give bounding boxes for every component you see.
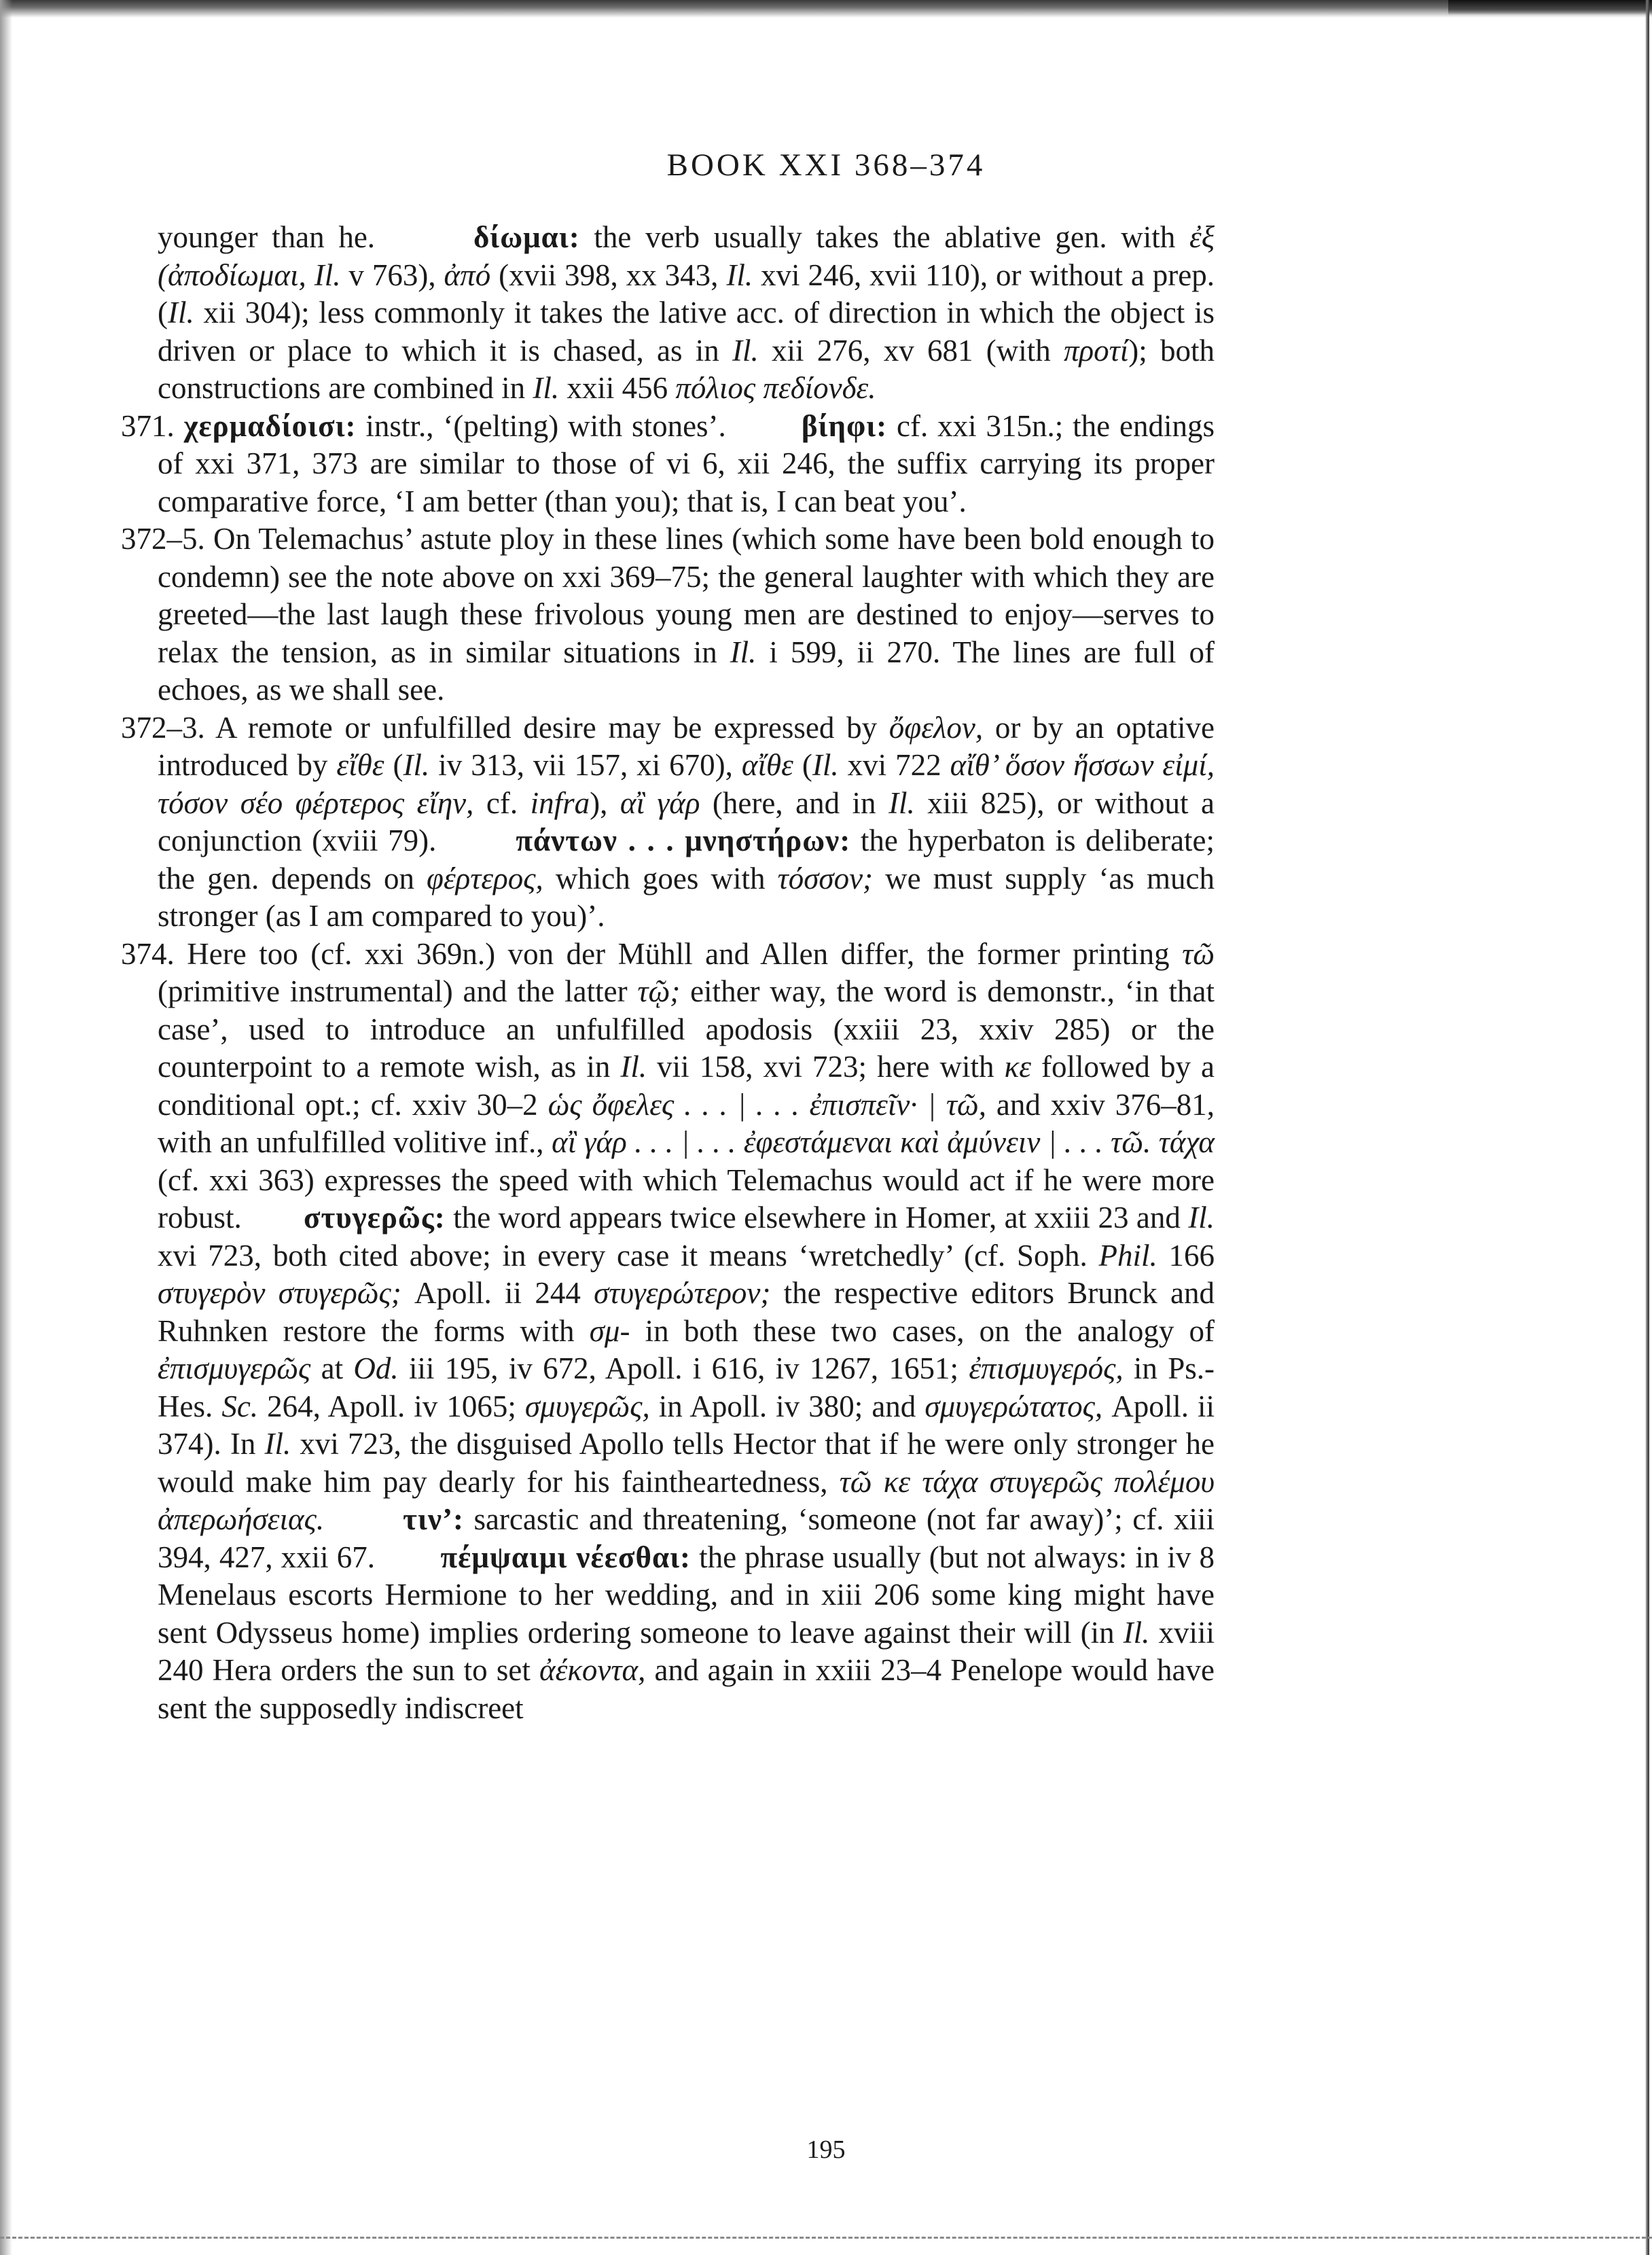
italic-ref: Il. <box>168 296 194 330</box>
note-text <box>324 1502 403 1536</box>
note-text: vii 158, xvi 723; here with <box>647 1050 1005 1084</box>
lemma: τιν’: <box>403 1502 464 1536</box>
note-text: xvi 246, xvii 110), or without a prep. ( <box>158 258 1215 330</box>
italic-ref: Il. <box>620 1050 647 1084</box>
note-text: xii 276, xv 681 (with <box>758 333 1064 368</box>
italic-ref: Il. <box>812 748 839 782</box>
greek-citation: στυγερώτερον; <box>594 1276 771 1310</box>
italic-ref: Od. <box>353 1351 399 1385</box>
note-text: and xxiv 376–81, with an unfulfilled volitive inf., <box>158 1087 1215 1159</box>
note-371 <box>121 408 1215 521</box>
note-text: ( <box>793 748 812 782</box>
italic-ref: Il. <box>1123 1615 1150 1650</box>
note-text: in Ps.-Hes. <box>158 1351 1215 1423</box>
note-text: xvi 723, the disguised Apollo tells Hector that if he were only stronger he would make him pay dearly for his faintheartedness, <box>158 1427 1215 1499</box>
greek-citation: αἴθε <box>741 748 793 782</box>
note-number: 371. <box>121 408 184 443</box>
note-text: cf. <box>473 785 531 820</box>
note-text: iii 195, iv 672, Apoll. i 616, iv 1267, 1651; <box>398 1351 969 1385</box>
greek-citation: σμ- <box>589 1313 630 1348</box>
note-text: in Apoll. iv 380; and <box>649 1389 925 1423</box>
greek-citation: εἴθε <box>336 748 384 782</box>
note-text: either way, the word is demonstr., ‘in that case’, used to introduce an unfulfilled apodosis (xxiii 23, xxiv 285) or the counterpoint to a remote wish, as in <box>158 974 1215 1084</box>
note-text: younger than he. <box>158 220 473 254</box>
note-text: xviii 240 Hera orders the sun to set <box>158 1615 1215 1687</box>
italic-ref: Il. <box>1188 1201 1215 1235</box>
lemma: στυγερῶς: <box>304 1201 446 1235</box>
note-text: the word appears twice elsewhere in Homer, at xxiii 23 and <box>445 1201 1189 1235</box>
note-text: we must supply ‘as much stronger (as I am compared to you)’. <box>158 861 1215 933</box>
note-text: Here too (cf. xxi 369n.) von der Mühll and Allen differ, the former printing <box>187 936 1183 971</box>
note-text: i 599, ii 270. The lines are full of echoes, as we shall see. <box>158 635 1215 707</box>
italic-ref: Il. <box>732 333 759 368</box>
greek-citation: σμυγερῶς, <box>524 1389 650 1423</box>
scan-shadow-corner <box>1448 0 1652 15</box>
note-text: at <box>310 1351 354 1385</box>
note-text: the phrase usually (but not always: in iv 8 Menelaus escorts Hermione to her wedding, and in xiii 206 some king might have sent Odysseus home) implies ordering someone to leave against their will (in <box>158 1540 1215 1650</box>
italic-ref: Il. <box>314 258 341 292</box>
greek-citation: ἐπισμυγερῶς <box>158 1351 311 1385</box>
note-text: the verb usually takes the ablative gen. with <box>579 220 1189 254</box>
greek-citation: τόσσον; <box>777 861 874 895</box>
italic-ref: Il. <box>730 635 757 669</box>
greek-citation: ἐπισμυγερός, <box>969 1351 1124 1385</box>
note-text: ), <box>590 785 620 820</box>
note-text: Apoll. ii 244 <box>401 1276 594 1310</box>
note-text: and again in xxiii 23–4 Penelope would have sent the supposedly indiscreet <box>158 1653 1215 1725</box>
commentary-column <box>121 219 1223 1727</box>
page-number: 195 <box>806 2135 846 2164</box>
greek-citation: τῷ; <box>637 974 681 1008</box>
italic-ref: Phil. <box>1098 1238 1157 1273</box>
note-text: in both these two cases, on the analogy of <box>630 1313 1215 1348</box>
note-text: v 763), <box>340 258 444 292</box>
greek-citation: σμυγερώτατος, <box>924 1389 1103 1423</box>
italic-ref: infra <box>530 785 590 820</box>
note-text: ); both constructions are combined in <box>158 333 1215 405</box>
note-text: the respective editors Brunck and Ruhnken restore the forms with <box>158 1276 1215 1348</box>
note-text: A remote or unfulfilled desire may be expressed by <box>215 710 889 745</box>
scan-shadow-right <box>1645 0 1649 2255</box>
greek-citation: αἲ γάρ <box>620 785 700 820</box>
note-text: (here, and in <box>700 785 889 820</box>
greek-citation: πόλιος πεδίονδε. <box>675 371 876 405</box>
greek-citation: ἐξ (ἀποδίωμαι, <box>158 220 1215 292</box>
note-374 <box>121 936 1223 1728</box>
greek-citation: προτί <box>1063 333 1129 368</box>
note-text: xvi 723, both cited above; in every case it means ‘wretchedly’ (cf. Soph. <box>158 1238 1099 1273</box>
note-372-3 <box>121 709 1223 936</box>
note-text: On Telemachus’ astute ploy in these lines (which some have been bold enough to condemn) see the note above on xxi 369–75; the general laughter with which they are greeted—the last laugh these frivolous young men are destined to enjoy—serves to relax the tension, as in similar situations in <box>158 522 1215 669</box>
greek-citation: ἀέκοντα, <box>539 1653 646 1687</box>
greek-citation: ὡς ὄφελες . . . | . . . ἐπισπεῖν· | τῶ, <box>547 1087 986 1122</box>
note-text: instr., ‘(pelting) with stones’. <box>356 408 802 443</box>
note-number: 372–3. <box>121 710 215 745</box>
greek-citation: ἀπό <box>444 258 491 292</box>
scan-shadow-top <box>0 0 1652 18</box>
italic-ref: Sc. <box>221 1389 259 1423</box>
note-text: (primitive instrumental) and the latter <box>158 974 638 1008</box>
greek-citation: φέρτερος, <box>427 861 543 895</box>
note-372-5 <box>121 520 1215 709</box>
italic-ref: Il. <box>726 258 753 292</box>
note-text: Apoll. ii 374). In <box>158 1389 1215 1461</box>
note-text: xvi 722 <box>838 748 950 782</box>
running-head: BOOK XXI 368–374 <box>666 147 986 183</box>
lemma: δίωμαι: <box>473 220 580 254</box>
note-number: 372–5. <box>121 522 213 556</box>
greek-citation: κε <box>1004 1050 1031 1084</box>
note-continuation <box>121 219 1215 408</box>
italic-ref: Il. <box>403 748 430 782</box>
note-text <box>306 258 315 292</box>
note-text: cf. xxi 315n.; the endings of xxi 371, 373 are similar to those of vi 6, xii 246, the suffix carrying its proper comparative force, ‘I am better (than you); that is, I can beat you’. <box>158 408 1215 518</box>
note-text: xiii 825), or without a conjunction (xviii 79). <box>158 785 1223 857</box>
note-text: the hyperbaton is deliberate; the gen. depends on <box>158 823 1215 895</box>
lemma: βίηφι: <box>801 408 888 443</box>
note-number: 374. <box>121 936 187 971</box>
italic-ref: Il. <box>533 371 560 405</box>
note-text: which goes with <box>543 861 778 895</box>
note-text: 166 <box>1157 1238 1215 1273</box>
greek-citation: τῶ κε τάχα στυγερῶς πολέμου ἀπερωήσειας. <box>158 1464 1215 1536</box>
note-text: (xvii 398, xx 343, <box>490 258 727 292</box>
scan-shadow-left <box>0 0 12 2255</box>
note-text: followed by a conditional opt.; cf. xxiv 30–2 <box>158 1050 1215 1122</box>
italic-ref: Il. <box>264 1427 291 1461</box>
lemma: χερμαδίοισι: <box>183 408 357 443</box>
note-text: iv 313, vii 157, xi 670), <box>429 748 742 782</box>
note-text: xii 304); less commonly it takes the lative acc. of direction in which the object is driven or place to which it is chased, as in <box>158 296 1215 368</box>
note-text: (cf. xxi 363) expresses the speed with which Telemachus would act if he were more robust. <box>158 1125 1223 1235</box>
greek-citation: τῶ <box>1182 936 1215 971</box>
greek-citation: αἲ γάρ . . . | . . . ἐφεστάμεναι καὶ ἀμύνειν | . . . τῶ. τάχα <box>552 1125 1215 1159</box>
greek-citation: αἴθ’ ὅσον ἥσσων εἰμί, τόσον σέο φέρτερος εἴην, <box>158 748 1215 820</box>
note-text: xxii 456 <box>559 371 676 405</box>
note-text: or by an optative introduced by <box>158 710 1215 782</box>
lemma: πέμψαιμι νέεσθαι: <box>440 1540 692 1574</box>
scan-footer-rule <box>0 2237 1652 2239</box>
lemma: πάντων . . . μνηστήρων: <box>516 823 851 857</box>
note-text: ( <box>384 748 403 782</box>
greek-citation: ὄφελον, <box>888 710 984 745</box>
italic-ref: Il. <box>888 785 915 820</box>
note-text: sarcastic and threatening, ‘someone (not far away)’; cf. xiii 394, 427, xxii 67. <box>158 1502 1223 1574</box>
greek-citation: στυγερὸν στυγερῶς; <box>158 1276 401 1310</box>
note-text: 264, Apoll. iv 1065; <box>258 1389 525 1423</box>
